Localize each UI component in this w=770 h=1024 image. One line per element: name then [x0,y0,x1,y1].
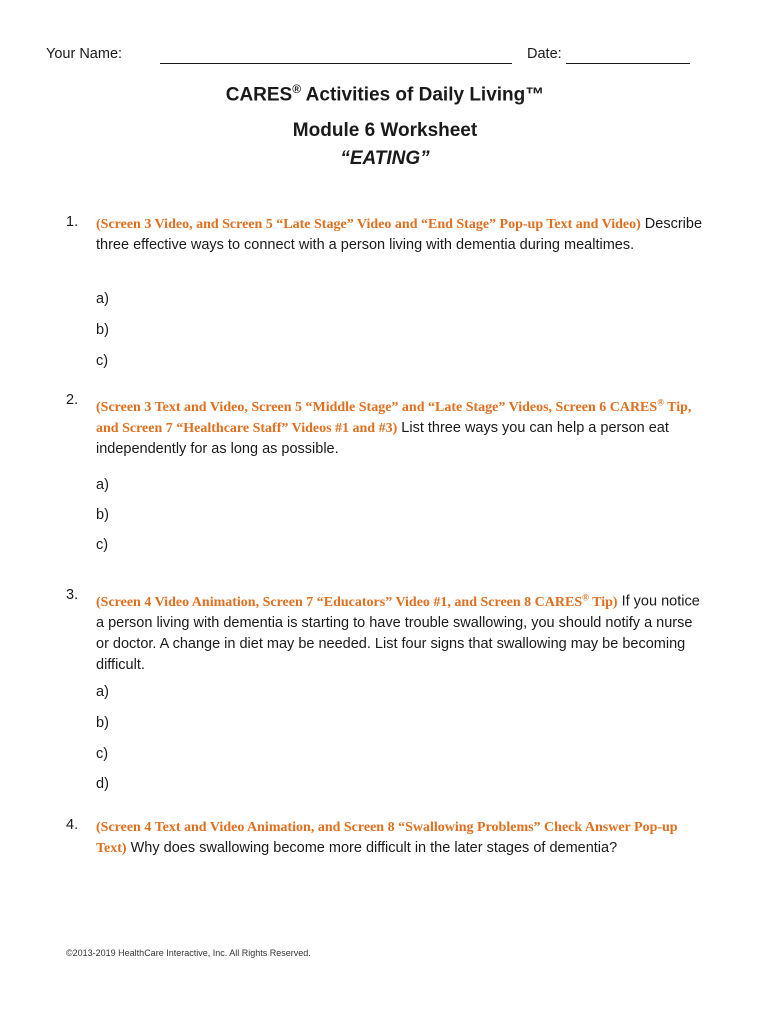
screen-reference: (Screen 4 Video Animation, Screen 7 “Educators” Video #1, and Screen 8 CARES® Tip) [96,592,618,610]
question-number: 3. [66,587,79,603]
answer-label: b) [96,715,109,731]
answer-label: c) [96,537,109,553]
answer-label: b) [96,322,109,338]
date-label: Date: [527,46,562,62]
name-field[interactable] [160,46,512,64]
answer-label: a) [96,477,109,493]
screen-reference: (Screen 4 Text and Video Animation, and Screen 8 “Swallowing Problems” Check Answer Pop-up Text) [96,820,678,856]
page-title: CARES® Activities of Daily Living™ [225,82,545,106]
question-number: 4. [66,817,79,833]
answer-label: c) [96,746,109,762]
question-text: List three ways you can help a person eat independently for as long as possible. [96,419,669,457]
topic-title: “EATING” [340,148,430,169]
copyright-footer: ©2013-2019 HealthCare Interactive, Inc. All Rights Reserved. [66,948,311,958]
question-body [96,817,704,859]
question-text: Describe three effective ways to connect with a person living with dementia during mealtimes. [96,216,703,253]
question-body [96,587,704,676]
module-title: Module 6 Worksheet [292,120,478,141]
screen-reference: (Screen 3 Text and Video, Screen 5 “Middle Stage” and “Late Stage” Videos, Screen 6 CARES® Tip, and Screen 7 “Healthcare Staff” Videos #1 and #3) [96,397,692,436]
screen-reference: (Screen 3 Video, and Screen 5 “Late Stage” Video and “End Stage” Pop-up Text and Video) [96,217,641,232]
question-number: 1. [66,214,79,230]
worksheet-header [0,46,770,68]
question-text: Why does swallowing become more difficult in the later stages of dementia? [126,840,618,856]
answer-label: b) [96,507,109,523]
date-field[interactable] [566,46,690,64]
question-text: If you notice a person living with dementia is starting to have trouble swallowing, you should notify a nurse or doctor. A change in diet may be needed. List four signs that swallowing may be becoming difficult. [96,593,700,673]
answer-label: a) [96,684,109,700]
answer-label: a) [96,291,109,307]
name-label: Your Name: [46,46,123,62]
answer-label: d) [96,776,109,792]
question-number: 2. [66,392,79,408]
question-body [96,392,704,460]
answer-label: c) [96,353,109,369]
question-body [96,214,704,256]
